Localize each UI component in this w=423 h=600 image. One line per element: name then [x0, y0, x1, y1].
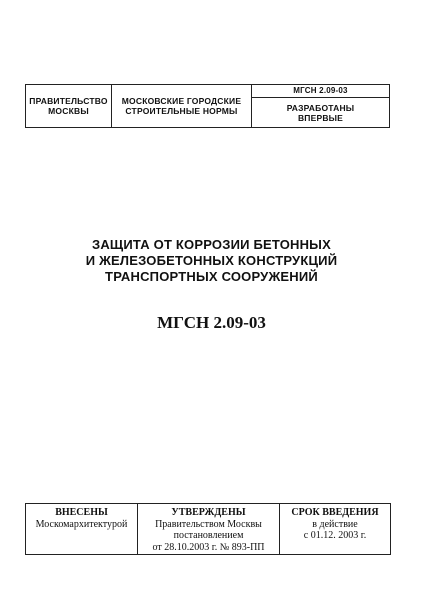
header-government-cell	[26, 85, 112, 127]
effective-line-2: с 01.12. 2003 г.	[303, 530, 367, 541]
norms-line-2: СТРОИТЕЛЬНЫЕ НОРМЫ	[125, 106, 238, 116]
header-developed	[252, 98, 389, 127]
government-line-2: МОСКВЫ	[48, 106, 89, 116]
introduced-heading: ВНЕСЕНЫ	[55, 507, 108, 518]
document-title	[0, 237, 423, 285]
document-code: МГСН 2.09-03	[157, 313, 266, 332]
norms-line-1: МОСКОВСКИЕ ГОРОДСКИЕ	[121, 96, 242, 106]
government-line-1: ПРАВИТЕЛЬСТВО	[29, 96, 108, 106]
header-code: МГСН 2.09-03	[252, 85, 389, 98]
approved-line-2: постановлением	[173, 530, 244, 541]
header-table	[25, 84, 390, 128]
approved-heading: УТВЕРЖДЕНЫ	[171, 507, 246, 518]
title-line-1: ЗАЩИТА ОТ КОРРОЗИИ БЕТОННЫХ	[91, 237, 331, 252]
effective-heading: СРОК ВВЕДЕНИЯ	[291, 507, 379, 518]
title-line-3: ТРАНСПОРТНЫХ СООРУЖЕНИЙ	[105, 269, 318, 284]
footer-table	[25, 503, 391, 555]
approved-line-1: Правительством Москвы	[155, 518, 262, 530]
title-line-2: И ЖЕЛЕЗОБЕТОННЫХ КОНСТРУКЦИЙ	[85, 253, 338, 268]
effective-line-1: в действие	[312, 518, 358, 530]
approved-cell	[138, 504, 280, 554]
approved-line-3: от 28.10.2003 г. № 893-ПП	[152, 541, 265, 553]
header-norms-cell	[112, 85, 252, 127]
header-code-cell	[252, 85, 389, 127]
introduced-by: Москомархитектурой	[35, 518, 128, 530]
effective-cell	[280, 504, 390, 554]
introduced-cell	[26, 504, 138, 554]
developed-line-2: ВПЕРВЫЕ	[297, 112, 344, 123]
developed-line-1: РАЗРАБОТАНЫ	[286, 102, 355, 113]
